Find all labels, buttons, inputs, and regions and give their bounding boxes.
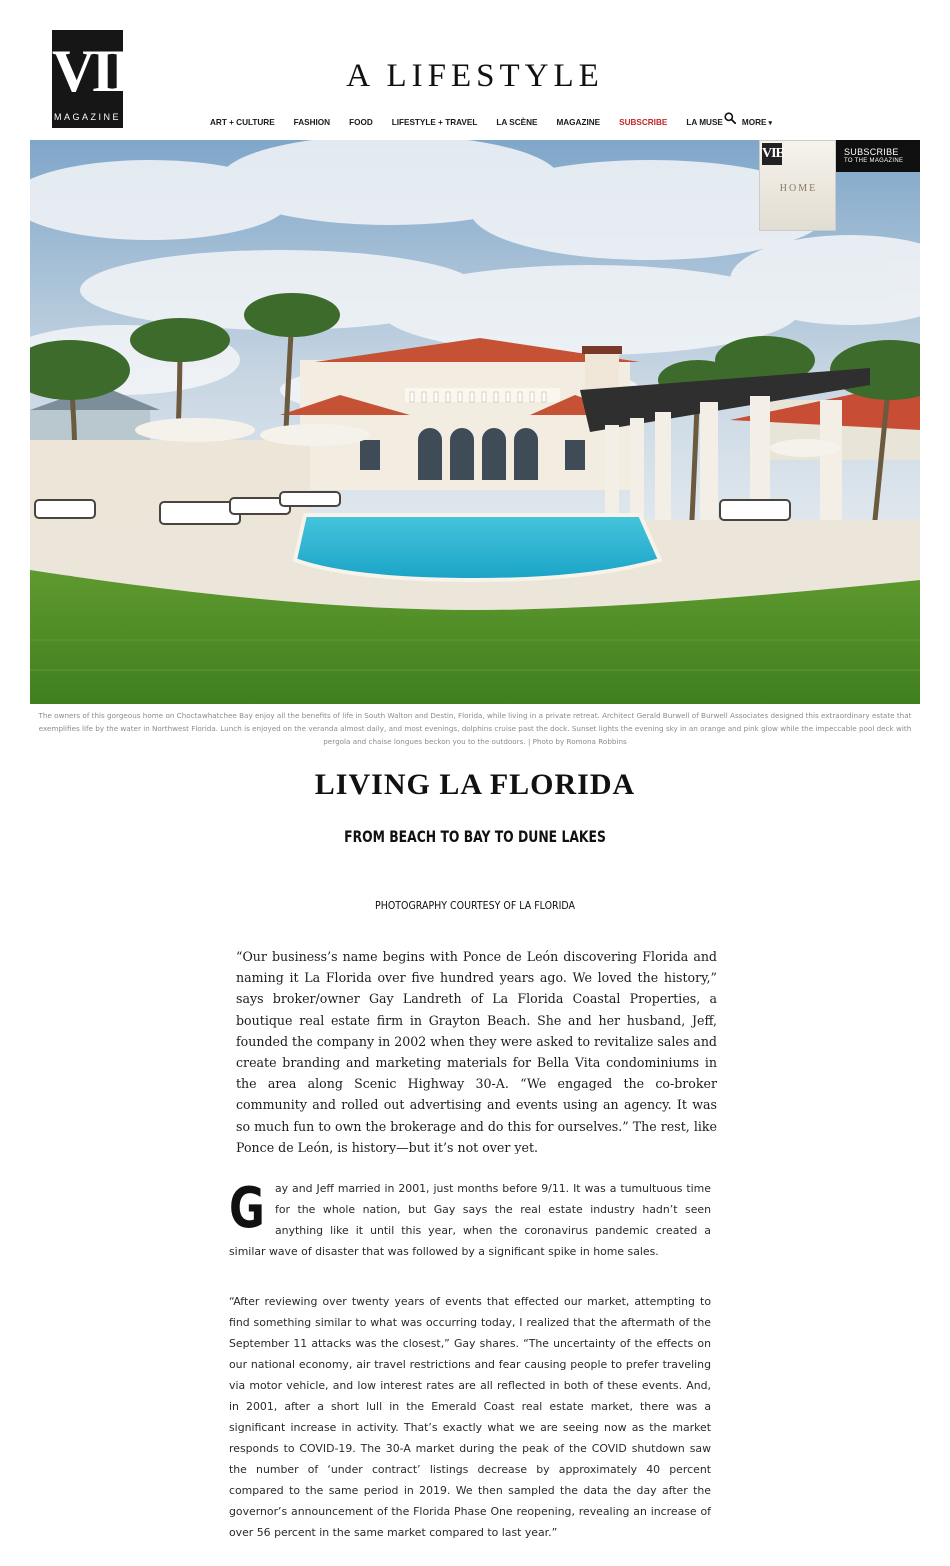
hero-caption: The owners of this gorgeous home on Choctawhatchee Bay enjoy all the benefits of life in South Walton and Destin, Florida, while living in a private retreat. Architect Gerald Burwell of Burwell Associates designed this extraordinary estate that exemplifies life by the water in Northwest Florida. Lunch is enjoyed on the veranda almost daily, and most evenings, dolphins cruise past the dock. Sunset lights the evening sky in an orange and pink glow while the impeccable pool deck with pergola and chaise longues beckon you to the outdoors. | Photo by Romona Robbins <box>38 711 912 746</box>
nav-more-label: MORE <box>741 117 767 127</box>
nav-fashion[interactable]: FASHION <box>293 117 331 127</box>
search-icon[interactable] <box>724 112 736 124</box>
subscribe-promo[interactable] <box>759 140 920 231</box>
caret-down-icon: ▾ <box>768 119 772 127</box>
logo-mark: VIE <box>52 38 147 104</box>
magazine-cover-image[interactable] <box>759 140 836 231</box>
main-nav <box>210 115 772 129</box>
drop-cap: G <box>229 1176 265 1241</box>
nav-food[interactable]: FOOD <box>349 117 373 127</box>
article-intro: “Our business’s name begins with Ponce de León discovering Florida and naming it La Florida over five hundred years ago. We loved the history,” says broker/owner Gay Landreth of La Florida Coastal Properties, a boutique real estate firm in Grayton Beach. She and her husband, Jeff, founded the company in 2002 when they were asked to revitalize sales and create branding and marketing materials for Bella Vita condominiums in the area along Scenic Highway 30-A. “We engaged the co-broker community and rolled out advertising and events using an agency. It was so much fun to own the brokerage and do this for ourselves.” The rest, like Ponce de León, is history—but it’s not over yet. <box>236 949 717 1154</box>
article-paragraph-2: “After reviewing over twenty years of events that effected our market, attempting to find something similar to what was occurring today, I realized that the aftermath of the September 11 attacks was the closest,” Gay shares. “The uncertainty of the effects on our national economy, air travel restrictions and fear causing people to prefer traveling via motor vehicle, and low interest rates are all reflected in both of these events. And, in 2001, after a short lull in the Emerald Coast real estate market, there was a significant increase in activity. That’s exactly what we are seeing now as the market responds to COVID-19. The 30-A market during the peak of the COVID shutdown saw the number of ‘under contract’ listings decrease by approximately 40 percent compared to the same period in 2019. We then sampled the data the day after the governor’s announcement of the Florida Phase One reopening, revealing an increase of over 56 percent in the same market compared to last year.” <box>229 1295 711 1539</box>
promo-subtitle: TO THE MAGAZINE <box>844 158 904 164</box>
nav-lifestyle-travel[interactable]: LIFESTYLE + TRAVEL <box>391 117 478 127</box>
nav-la-muse[interactable]: LA MUSE <box>686 117 723 127</box>
promo-title: SUBSCRIBE <box>844 147 899 157</box>
cover-logo: VIE <box>762 143 782 165</box>
nav-subscribe[interactable]: SUBSCRIBE <box>619 117 668 127</box>
subscribe-promo-box[interactable] <box>836 140 920 172</box>
article-title: LIVING LA FLORIDA <box>314 768 636 801</box>
photo-credit: PHOTOGRAPHY COURTESY OF LA FLORIDA <box>375 900 575 912</box>
site-tagline: A LIFESTYLE <box>346 58 604 94</box>
article-paragraph-1 <box>229 1178 711 1262</box>
nav-la-scene[interactable]: LA SCÈNE <box>496 117 538 127</box>
logo-sub: MAGAZINE <box>53 112 121 122</box>
article-subtitle: FROM BEACH TO BAY TO DUNE LAKES <box>344 827 606 846</box>
cover-word: HOME <box>779 183 818 194</box>
nav-magazine[interactable]: MAGAZINE <box>556 117 601 127</box>
paragraph-1-text: ay and Jeff married in 2001, just months before 9/11. It was a tumultuous time for the whole nation, but Gay says the real estate industry hadn’t seen anything like it until this year, when the coronavirus pandemic created a similar wave of disaster that was followed by a significant spike in home sales. <box>229 1182 711 1258</box>
nav-more[interactable] <box>742 118 772 127</box>
nav-art-culture[interactable]: ART + CULTURE <box>210 117 275 127</box>
